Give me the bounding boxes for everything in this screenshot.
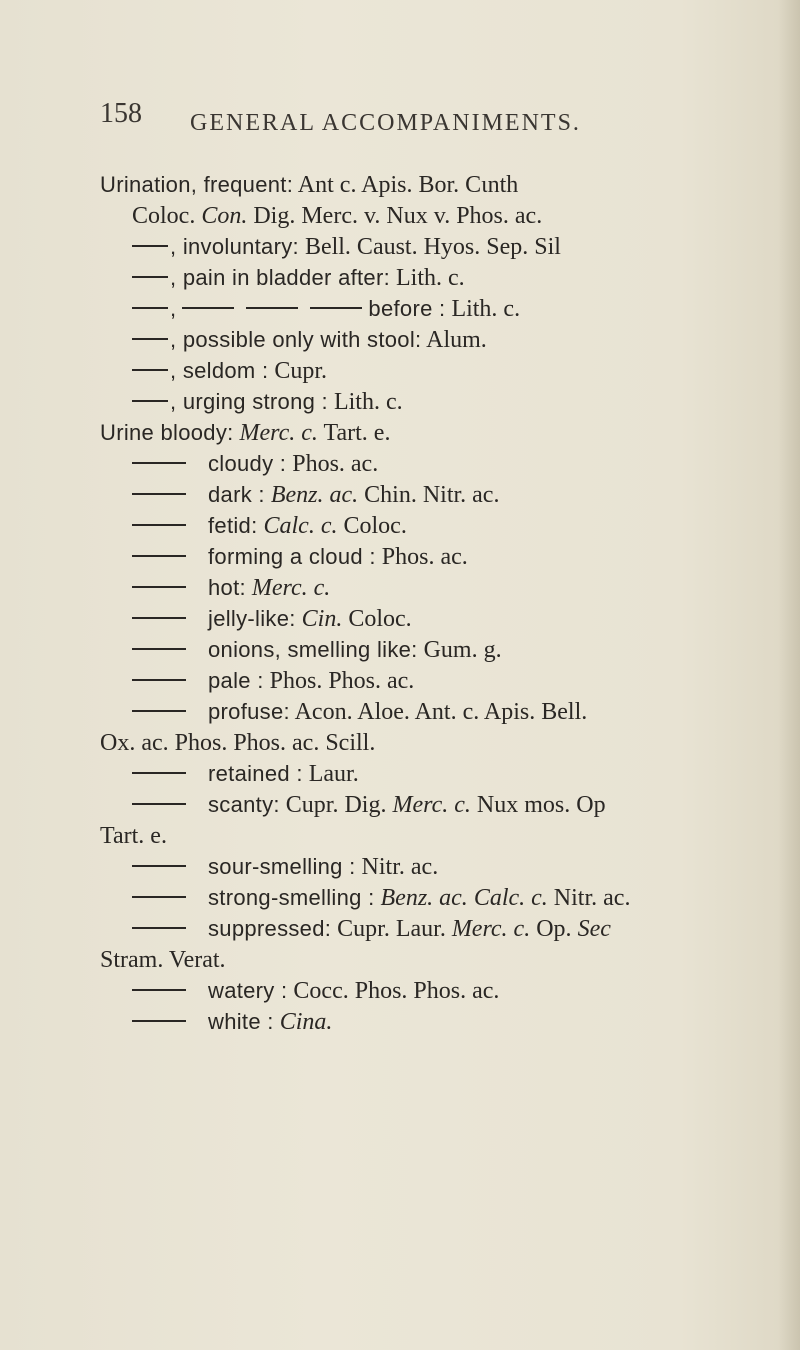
- entry-heading: scanty:: [208, 792, 280, 817]
- remedy-list: Cupr. Laur.: [331, 916, 452, 942]
- ditto-dash: [132, 276, 168, 278]
- entry-onions-smelling: [132, 635, 502, 665]
- ditto-dash: [132, 772, 186, 774]
- remedy-italic: Merc. c.: [239, 420, 318, 446]
- remedy-list: Tart. e.: [317, 420, 391, 446]
- remedy-italic: Merc. c.: [251, 575, 331, 601]
- entry-forming-cloud: [132, 542, 468, 572]
- entry-pain-bladder-after: [132, 263, 465, 293]
- ditto-dash: [132, 369, 168, 371]
- ditto-dash: [132, 462, 186, 464]
- entry-heading: fetid:: [208, 513, 258, 538]
- remedy-list: Gum. g.: [417, 637, 502, 663]
- entry-comma: ,: [170, 296, 177, 321]
- entry-jelly-like: [132, 604, 412, 634]
- remedy-list: Phos. ac.: [286, 451, 379, 477]
- entry-heading: strong-smelling :: [208, 885, 375, 910]
- entry-urging-strong: [132, 387, 403, 417]
- remedy-italic: Merc. c.: [392, 792, 471, 818]
- ditto-dash: [132, 710, 186, 712]
- remedy-list: Nux mos. Op: [470, 792, 606, 818]
- ditto-dash: [132, 524, 186, 526]
- ditto-dash: [132, 648, 186, 650]
- entry-heading: , pain in bladder after:: [170, 265, 391, 290]
- ditto-dash: [132, 803, 186, 805]
- ditto-dash: [310, 307, 362, 309]
- remedy-italic: Benz. ac.: [270, 482, 359, 508]
- entry-suppressed: [132, 914, 611, 944]
- entry-urine-bloody: [100, 418, 390, 448]
- entry-heading: white :: [208, 1009, 274, 1034]
- entry-white: [132, 1007, 332, 1037]
- entry-heading: retained :: [208, 761, 303, 786]
- entry-heading: forming a cloud :: [208, 544, 376, 569]
- remedy-italic: Calc. c.: [473, 885, 548, 911]
- remedy-list: Lith. c.: [327, 389, 403, 415]
- ditto-dash: [132, 865, 186, 867]
- entry-heading: Urine bloody:: [100, 420, 234, 445]
- remedy-list: Dig. Merc. v. Nux v. Phos. ac.: [247, 203, 543, 229]
- entry-heading: jelly-like:: [208, 606, 296, 631]
- entry-heading: Urination, frequent:: [100, 172, 294, 197]
- entry-pain-bladder-before: [132, 294, 520, 324]
- entry-continuation: [100, 945, 226, 975]
- entry-continuation: [100, 728, 375, 758]
- remedy-list: Laur.: [302, 761, 359, 787]
- running-head: GENERAL ACCOMPANIMENTS.: [190, 110, 581, 136]
- ditto-dash: [132, 1020, 186, 1022]
- ditto-dash: [132, 989, 186, 991]
- remedy-list: Cupr. Dig.: [279, 792, 393, 818]
- ditto-dash: [132, 245, 168, 247]
- entry-heading: hot:: [208, 575, 246, 600]
- entry-possible-with-stool: [132, 325, 487, 355]
- entry-watery: [132, 976, 499, 1006]
- remedy-list: Chin. Nitr. ac.: [358, 482, 500, 508]
- entry-heading: before :: [368, 296, 446, 321]
- ditto-dash: [132, 617, 186, 619]
- ditto-dash: [132, 679, 186, 681]
- ditto-dash: [182, 307, 234, 309]
- entry-involuntary: [132, 232, 561, 262]
- entry-cloudy: [132, 449, 378, 479]
- entry-heading: , possible only with stool:: [170, 327, 422, 352]
- entry-fetid: [132, 511, 407, 541]
- remedy-list: Alum.: [421, 327, 487, 353]
- remedy-list: Acon. Aloe. Ant. c. Apis. Bell.: [289, 699, 588, 725]
- remedy-italic: Cin.: [301, 606, 343, 632]
- remedy-list: Coloc.: [337, 513, 407, 539]
- remedy-list: Phos. Phos. ac.: [263, 668, 415, 694]
- entry-continuation: [132, 201, 542, 231]
- entry-profuse: [132, 697, 587, 727]
- entry-scanty: [132, 790, 606, 820]
- entry-sour-smelling: [132, 852, 438, 882]
- remedy-italic: Calc. c.: [263, 513, 338, 539]
- remedy-italic: Merc. c.: [451, 916, 531, 942]
- ditto-dash: [246, 307, 298, 309]
- entry-pale: [132, 666, 414, 696]
- entry-dark: [132, 480, 499, 510]
- remedy-list: Coloc.: [132, 203, 202, 229]
- entry-heading: cloudy :: [208, 451, 287, 476]
- entry-heading: dark :: [208, 482, 265, 507]
- ditto-dash: [132, 400, 168, 402]
- remedy-list: Nitr. ac.: [355, 854, 439, 880]
- entry-continuation: [100, 821, 167, 851]
- entry-strong-smelling: [132, 883, 630, 913]
- ditto-dash: [132, 555, 186, 557]
- remedy-list: Cocc. Phos. Phos. ac.: [287, 978, 500, 1004]
- entry-heading: sour-smelling :: [208, 854, 356, 879]
- ditto-dash: [132, 927, 186, 929]
- remedy-list: Lith. c.: [390, 265, 465, 291]
- entry-retained: [132, 759, 359, 789]
- remedy-list: Ant c. Apis. Bor. Cɩnth: [293, 172, 519, 198]
- ditto-dash: [132, 896, 186, 898]
- ditto-dash: [132, 586, 186, 588]
- entry-heading: , involuntary:: [170, 234, 299, 259]
- page-edge-shadow: [778, 0, 800, 1350]
- entry-heading: pale :: [208, 668, 264, 693]
- entry-urination-frequent: [100, 170, 518, 200]
- remedy-italic: Benz. ac.: [380, 885, 468, 911]
- remedy-list: Phos. ac.: [375, 544, 468, 570]
- entry-seldom: [132, 356, 327, 386]
- entry-heading: onions, smelling like:: [208, 637, 418, 662]
- remedy-list: Cupr.: [268, 358, 328, 384]
- remedy-italic: Sec: [577, 916, 611, 942]
- entry-heading: suppressed:: [208, 916, 332, 941]
- page-header: [100, 98, 740, 138]
- remedy-list: Coloc.: [342, 606, 412, 632]
- remedy-italic: Cina.: [279, 1009, 333, 1035]
- entry-heading: watery :: [208, 978, 288, 1003]
- remedy-list: Ox. ac. Phos. Phos. ac. Scill.: [100, 730, 376, 756]
- remedy-list: Lith. c.: [445, 296, 521, 322]
- remedy-list: Op.: [530, 916, 578, 942]
- page-number: 158: [100, 98, 142, 129]
- ditto-dash: [132, 493, 186, 495]
- entry-heading: , urging strong :: [170, 389, 328, 414]
- entry-heading: , seldom :: [170, 358, 269, 383]
- remedy-list: Stram. Verat.: [100, 947, 226, 973]
- entry-hot: [132, 573, 330, 603]
- remedy-list: Tart. e.: [100, 823, 167, 849]
- remedy-list: Nitr. ac.: [547, 885, 631, 911]
- ditto-dash: [132, 307, 168, 309]
- remedy-italic: Con.: [201, 203, 248, 229]
- ditto-dash: [132, 338, 168, 340]
- entry-heading: profuse:: [208, 699, 290, 724]
- remedy-list: Bell. Caust. Hyos. Sep. Sil: [298, 234, 561, 260]
